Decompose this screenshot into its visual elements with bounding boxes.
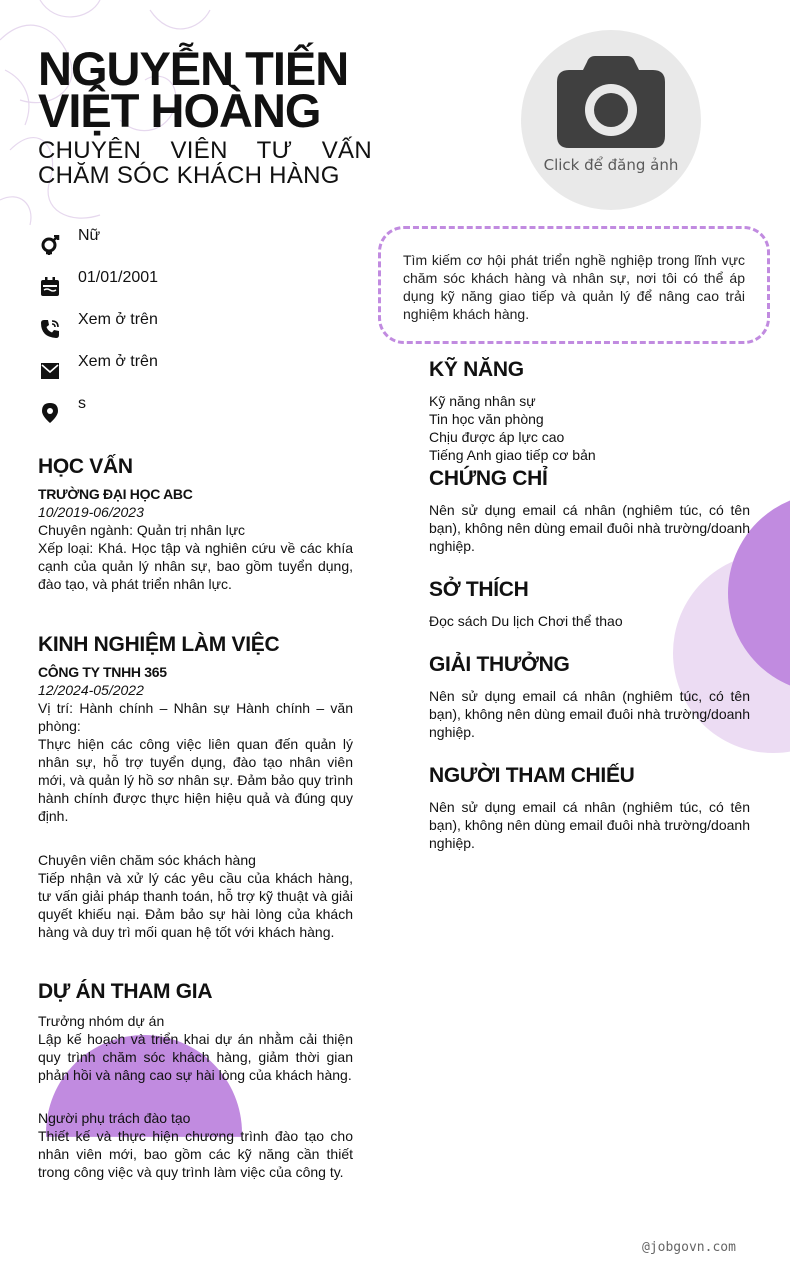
projects-title: DỰ ÁN THAM GIA: [38, 980, 213, 1003]
candidate-name: [38, 42, 378, 137]
project-desc-1: Lập kế hoạch và triển khai dự án nhằm cải thiện quy trình chăm sóc khách hàng, giảm thời gian phản hồi và nâng cao sự hài lòng của khách hàng.: [38, 1031, 353, 1083]
contact-email: [38, 350, 368, 392]
awards-title: GIẢI THƯỞNG: [429, 653, 570, 676]
education-title: HỌC VẤN: [38, 455, 133, 478]
contact-phone: [38, 308, 368, 350]
hobbies-description: Đọc sách Du lịch Chơi thể thao: [429, 613, 623, 629]
name-line-1: NGUYỄN TIẾN: [38, 42, 349, 95]
skill-item: Tiếng Anh giao tiếp cơ bản: [429, 447, 596, 463]
hobbies-title: SỞ THÍCH: [429, 578, 529, 601]
birthday-value: 01/01/2001: [78, 269, 159, 286]
awards-section: [429, 653, 750, 741]
education-description: Xếp loại: Khá. Học tập và nghiên cứu về các khía cạnh của quản lý nhân sự, bao gồm tuyển dụng, đào tạo, và phát triển nhân lực.: [38, 540, 353, 592]
skills-title: KỸ NĂNG: [429, 358, 524, 381]
phone-icon: [39, 318, 61, 340]
experience-company: CÔNG TY TNHH 365: [38, 664, 167, 680]
experience-desc-2: Tiếp nhận và xử lý các yêu cầu của khách hàng, tư vấn giải pháp thanh toán, hỗ trợ kỹ thuật và giải quyết khiếu nại. Đảm bảo sự hài lòng của khách hàng và duy trì mối quan hệ tốt với khách hàng.: [38, 870, 353, 940]
references-title: NGƯỜI THAM CHIẾU: [429, 764, 635, 787]
project-role-1: Trưởng nhóm dự án: [38, 1013, 165, 1029]
gender-value: Nữ: [78, 227, 101, 244]
project-desc-2: Thiết kế và thực hiện chương trình đào tạo cho nhân viên mới, bao gồm các kỹ năng cần thiết trong công việc và quy trình làm việc của công ty.: [38, 1128, 353, 1180]
projects-section: [38, 980, 353, 1181]
experience-desc-1: Thực hiện các công việc liên quan đến quản lý nhân sự, hỗ trợ tuyển dụng, đào tạo nhân viên mới, và quản lý hồ sơ nhân sự. Đảm bảo quy trình hành chính được thực hiện hiệu quả và đúng quy định.: [38, 736, 353, 824]
gender-icon: [39, 234, 61, 256]
awards-description: Nên sử dụng email cá nhân (nghiêm túc, có tên bạn), không nên dùng email đuôi nhà trường/doanh nghiệp.: [429, 688, 750, 740]
experience-role-1: Vị trí: Hành chính – Nhân sự Hành chính – văn phòng:: [38, 700, 353, 734]
contact-address: [38, 392, 368, 434]
contact-info: [38, 224, 368, 434]
job-title: [38, 138, 372, 188]
skills-list: [429, 392, 750, 464]
avatar-upload-label: Click để đăng ảnh: [543, 156, 679, 174]
skills-section: [429, 358, 750, 464]
job-title-line-1: CHUYÊN VIÊN TƯ VẤN: [38, 137, 372, 164]
certificates-title: CHỨNG CHỈ: [429, 467, 548, 490]
camera-icon: [557, 54, 665, 150]
references-description: Nên sử dụng email cá nhân (nghiêm túc, có tên bạn), không nên dùng email đuôi nhà trường/doanh nghiệp.: [429, 799, 750, 851]
career-objective: Tìm kiếm cơ hội phát triển nghề nghiệp trong lĩnh vực chăm sóc khách hàng và nhân sự, nơi tôi có thể áp dụng kỹ năng giao tiếp và quản lý để nâng cao trải nghiệm khách hàng.: [378, 226, 770, 344]
skill-item: Tin học văn phòng: [429, 411, 544, 427]
experience-date: 12/2024-05/2022: [38, 682, 144, 698]
contact-gender: [38, 224, 368, 266]
experience-title: KINH NGHIỆM LÀM VIỆC: [38, 633, 280, 656]
location-pin-icon: [39, 402, 61, 424]
phone-value: Xem ở trên: [78, 311, 158, 328]
education-school: TRƯỜNG ĐẠI HỌC ABC: [38, 486, 193, 502]
certificates-description: Nên sử dụng email cá nhân (nghiêm túc, có tên bạn), không nên dùng email đuôi nhà trường/doanh nghiệp.: [429, 502, 750, 554]
education-major: Chuyên ngành: Quản trị nhân lực: [38, 522, 246, 538]
calendar-icon: [39, 276, 61, 298]
job-title-line-2: CHĂM SÓC KHÁCH HÀNG: [38, 162, 340, 189]
hobbies-section: [429, 578, 750, 630]
skill-item: Kỹ năng nhân sự: [429, 393, 536, 409]
footer-watermark: @jobgovn.com: [642, 1240, 736, 1255]
avatar-upload[interactable]: [521, 30, 701, 210]
envelope-icon: [39, 360, 61, 382]
contact-birthday: [38, 266, 368, 308]
email-value: Xem ở trên: [78, 353, 158, 370]
education-section: [38, 455, 353, 593]
project-role-2: Người phụ trách đào tạo: [38, 1110, 191, 1126]
certificates-section: [429, 467, 750, 555]
education-date: 10/2019-06/2023: [38, 504, 144, 520]
address-value: s: [78, 395, 86, 412]
skill-item: Chịu được áp lực cao: [429, 429, 565, 445]
experience-role-2: Chuyên viên chăm sóc khách hàng: [38, 852, 256, 868]
references-section: [429, 764, 750, 852]
name-line-2: VIỆT HOÀNG: [38, 84, 321, 137]
experience-section: [38, 633, 353, 941]
